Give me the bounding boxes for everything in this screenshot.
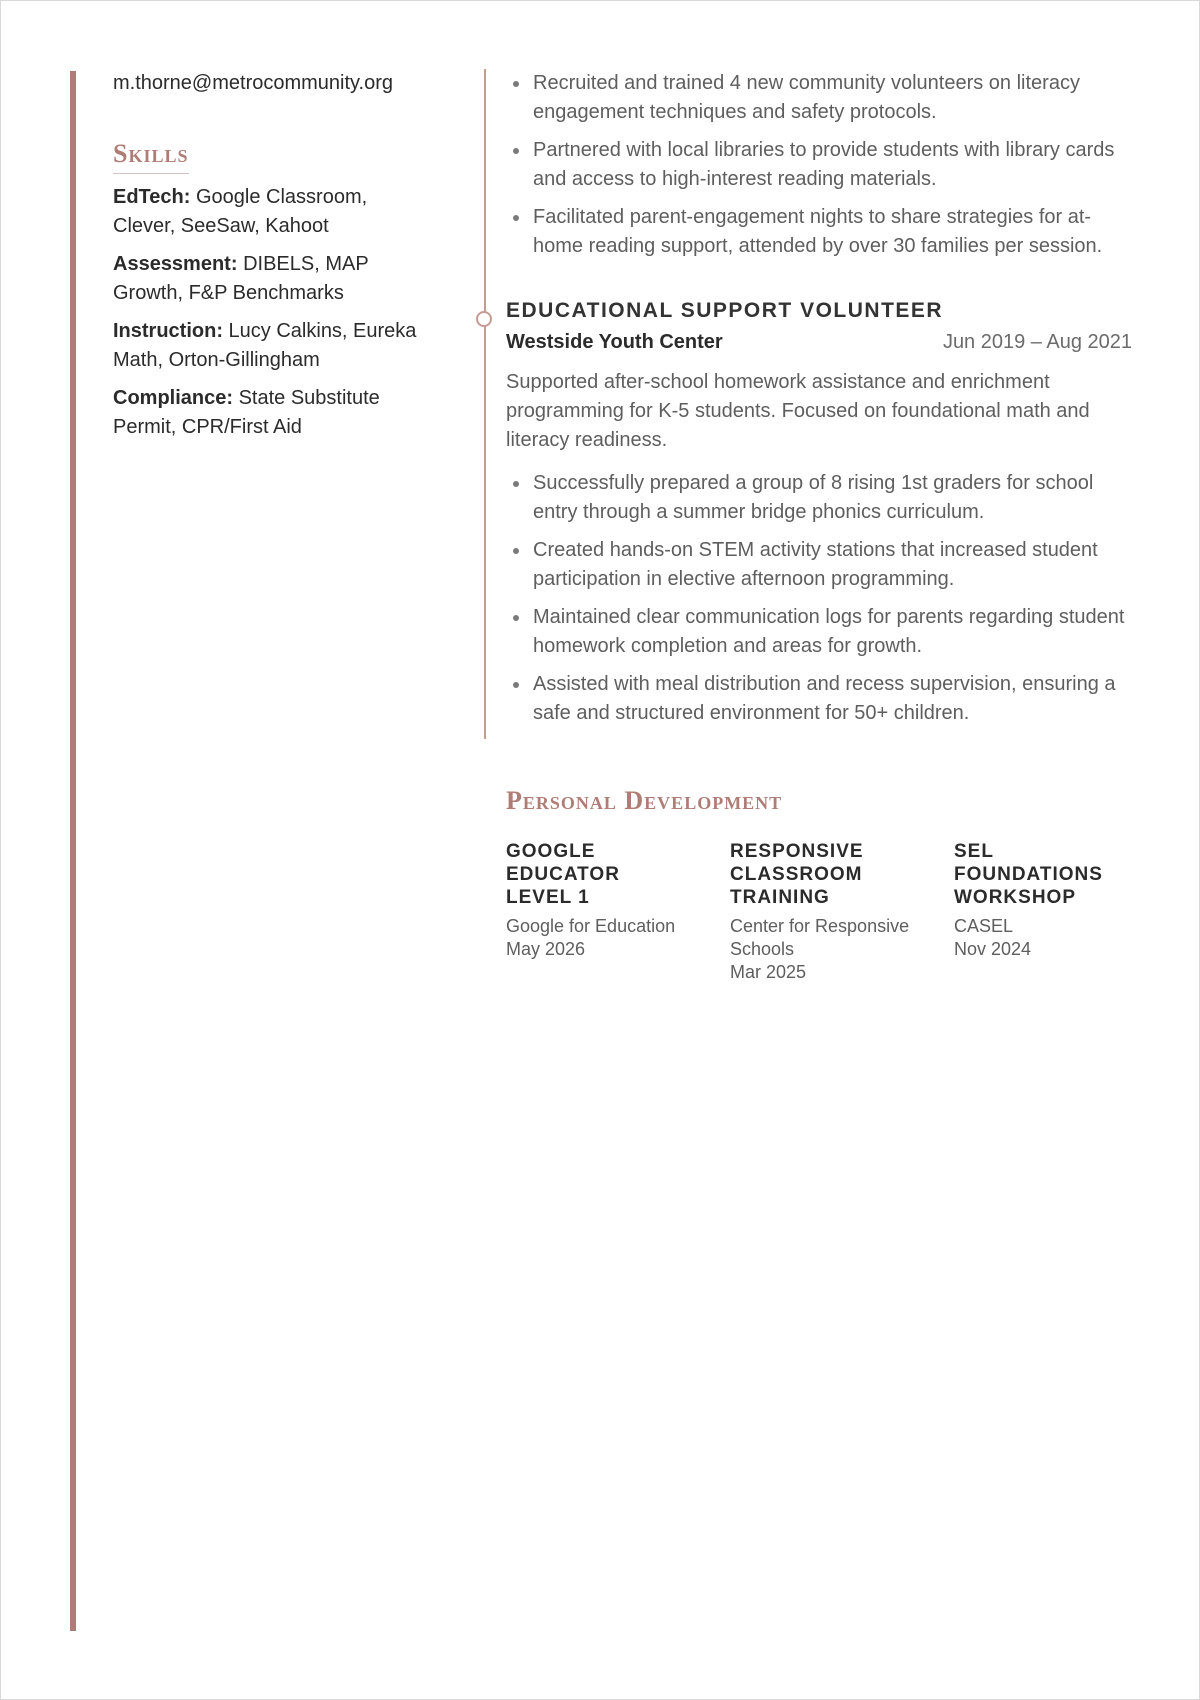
job-description: Supported after-school homework assistance and enrichment programming for K-5 students. Focused on foundational math and literacy readiness. <box>506 371 1090 451</box>
skill-label: Assessment: <box>113 253 238 275</box>
skill-label: EdTech: <box>113 186 191 208</box>
skill-value: Google Classroom, Clever, SeeSaw, Kahoot <box>113 186 368 237</box>
skill-value: State Substitute Permit, CPR/First Aid <box>113 387 380 438</box>
pd-item-title: GOOGLE EDUCATOR LEVEL 1 <box>506 841 620 908</box>
pd-item-title: RESPONSIVE CLASSROOM TRAINING <box>730 841 864 908</box>
experience-column <box>506 69 1132 737</box>
list-item: Facilitated parent-engagement nights to share strategies for at-home reading support, attended by over 30 families per session. <box>533 203 1132 261</box>
contact-email[interactable]: m.thorne@metrocommunity.org <box>113 72 394 94</box>
skill-value: Lucy Calkins, Eureka Math, Orton-Gillingham <box>113 320 417 371</box>
skill-compliance <box>113 384 433 442</box>
list-item: Recruited and trained 4 new community volunteers on literacy engagement techniques and safety protocols. <box>533 69 1132 127</box>
list-item: Partnered with local libraries to provide students with library cards and access to high-interest reading materials. <box>533 136 1132 194</box>
job-title: EDUCATIONAL SUPPORT VOLUNTEER <box>506 299 944 322</box>
skill-instruction <box>113 317 433 375</box>
personal-development-section <box>506 786 1146 984</box>
job-dates: Jun 2019 – Aug 2021 <box>942 331 1132 353</box>
job-organization: Westside Youth Center <box>506 331 723 353</box>
skills-heading: Skills <box>113 139 189 174</box>
pd-item-org: CASEL <box>954 916 1014 936</box>
timeline-marker-icon <box>476 311 492 327</box>
job-bullets <box>506 469 1132 728</box>
skill-edtech <box>113 183 433 241</box>
timeline-line <box>484 69 486 739</box>
pd-item-date: Mar 2025 <box>730 962 807 982</box>
pd-item-date: May 2026 <box>506 939 586 959</box>
pd-item-org: Google for Education <box>506 916 676 936</box>
list-item: Created hands-on STEM activity stations that increased student participation in elective afternoon programming. <box>533 536 1132 594</box>
pd-item-date: Nov 2024 <box>954 939 1032 959</box>
pd-item-org: Center for Responsive Schools <box>730 916 910 959</box>
personal-development-heading: Personal Development <box>506 786 783 815</box>
skill-value: DIBELS, MAP Growth, F&P Benchmarks <box>113 253 369 304</box>
pd-item-responsive <box>730 840 954 984</box>
list-item: Assisted with meal distribution and recess supervision, ensuring a safe and structured environment for 50+ children. <box>533 670 1132 728</box>
skill-label: Compliance: <box>113 387 234 409</box>
list-item: Successfully prepared a group of 8 rising 1st graders for school entry through a summer bridge phonics curriculum. <box>533 469 1132 527</box>
left-accent-bar <box>70 71 76 1631</box>
pd-item-sel <box>954 840 1139 984</box>
skill-label: Instruction: <box>113 320 223 342</box>
pd-item-title: SEL FOUNDATIONS WORKSHOP <box>954 841 1103 908</box>
left-column <box>113 69 433 442</box>
pd-item-google <box>506 840 730 984</box>
list-item: Maintained clear communication logs for parents regarding student homework completion and areas for growth. <box>533 603 1132 661</box>
skill-assessment <box>113 250 433 308</box>
job-meta <box>506 331 1132 354</box>
personal-development-grid <box>506 840 1146 984</box>
previous-job-bullets <box>506 69 1132 261</box>
